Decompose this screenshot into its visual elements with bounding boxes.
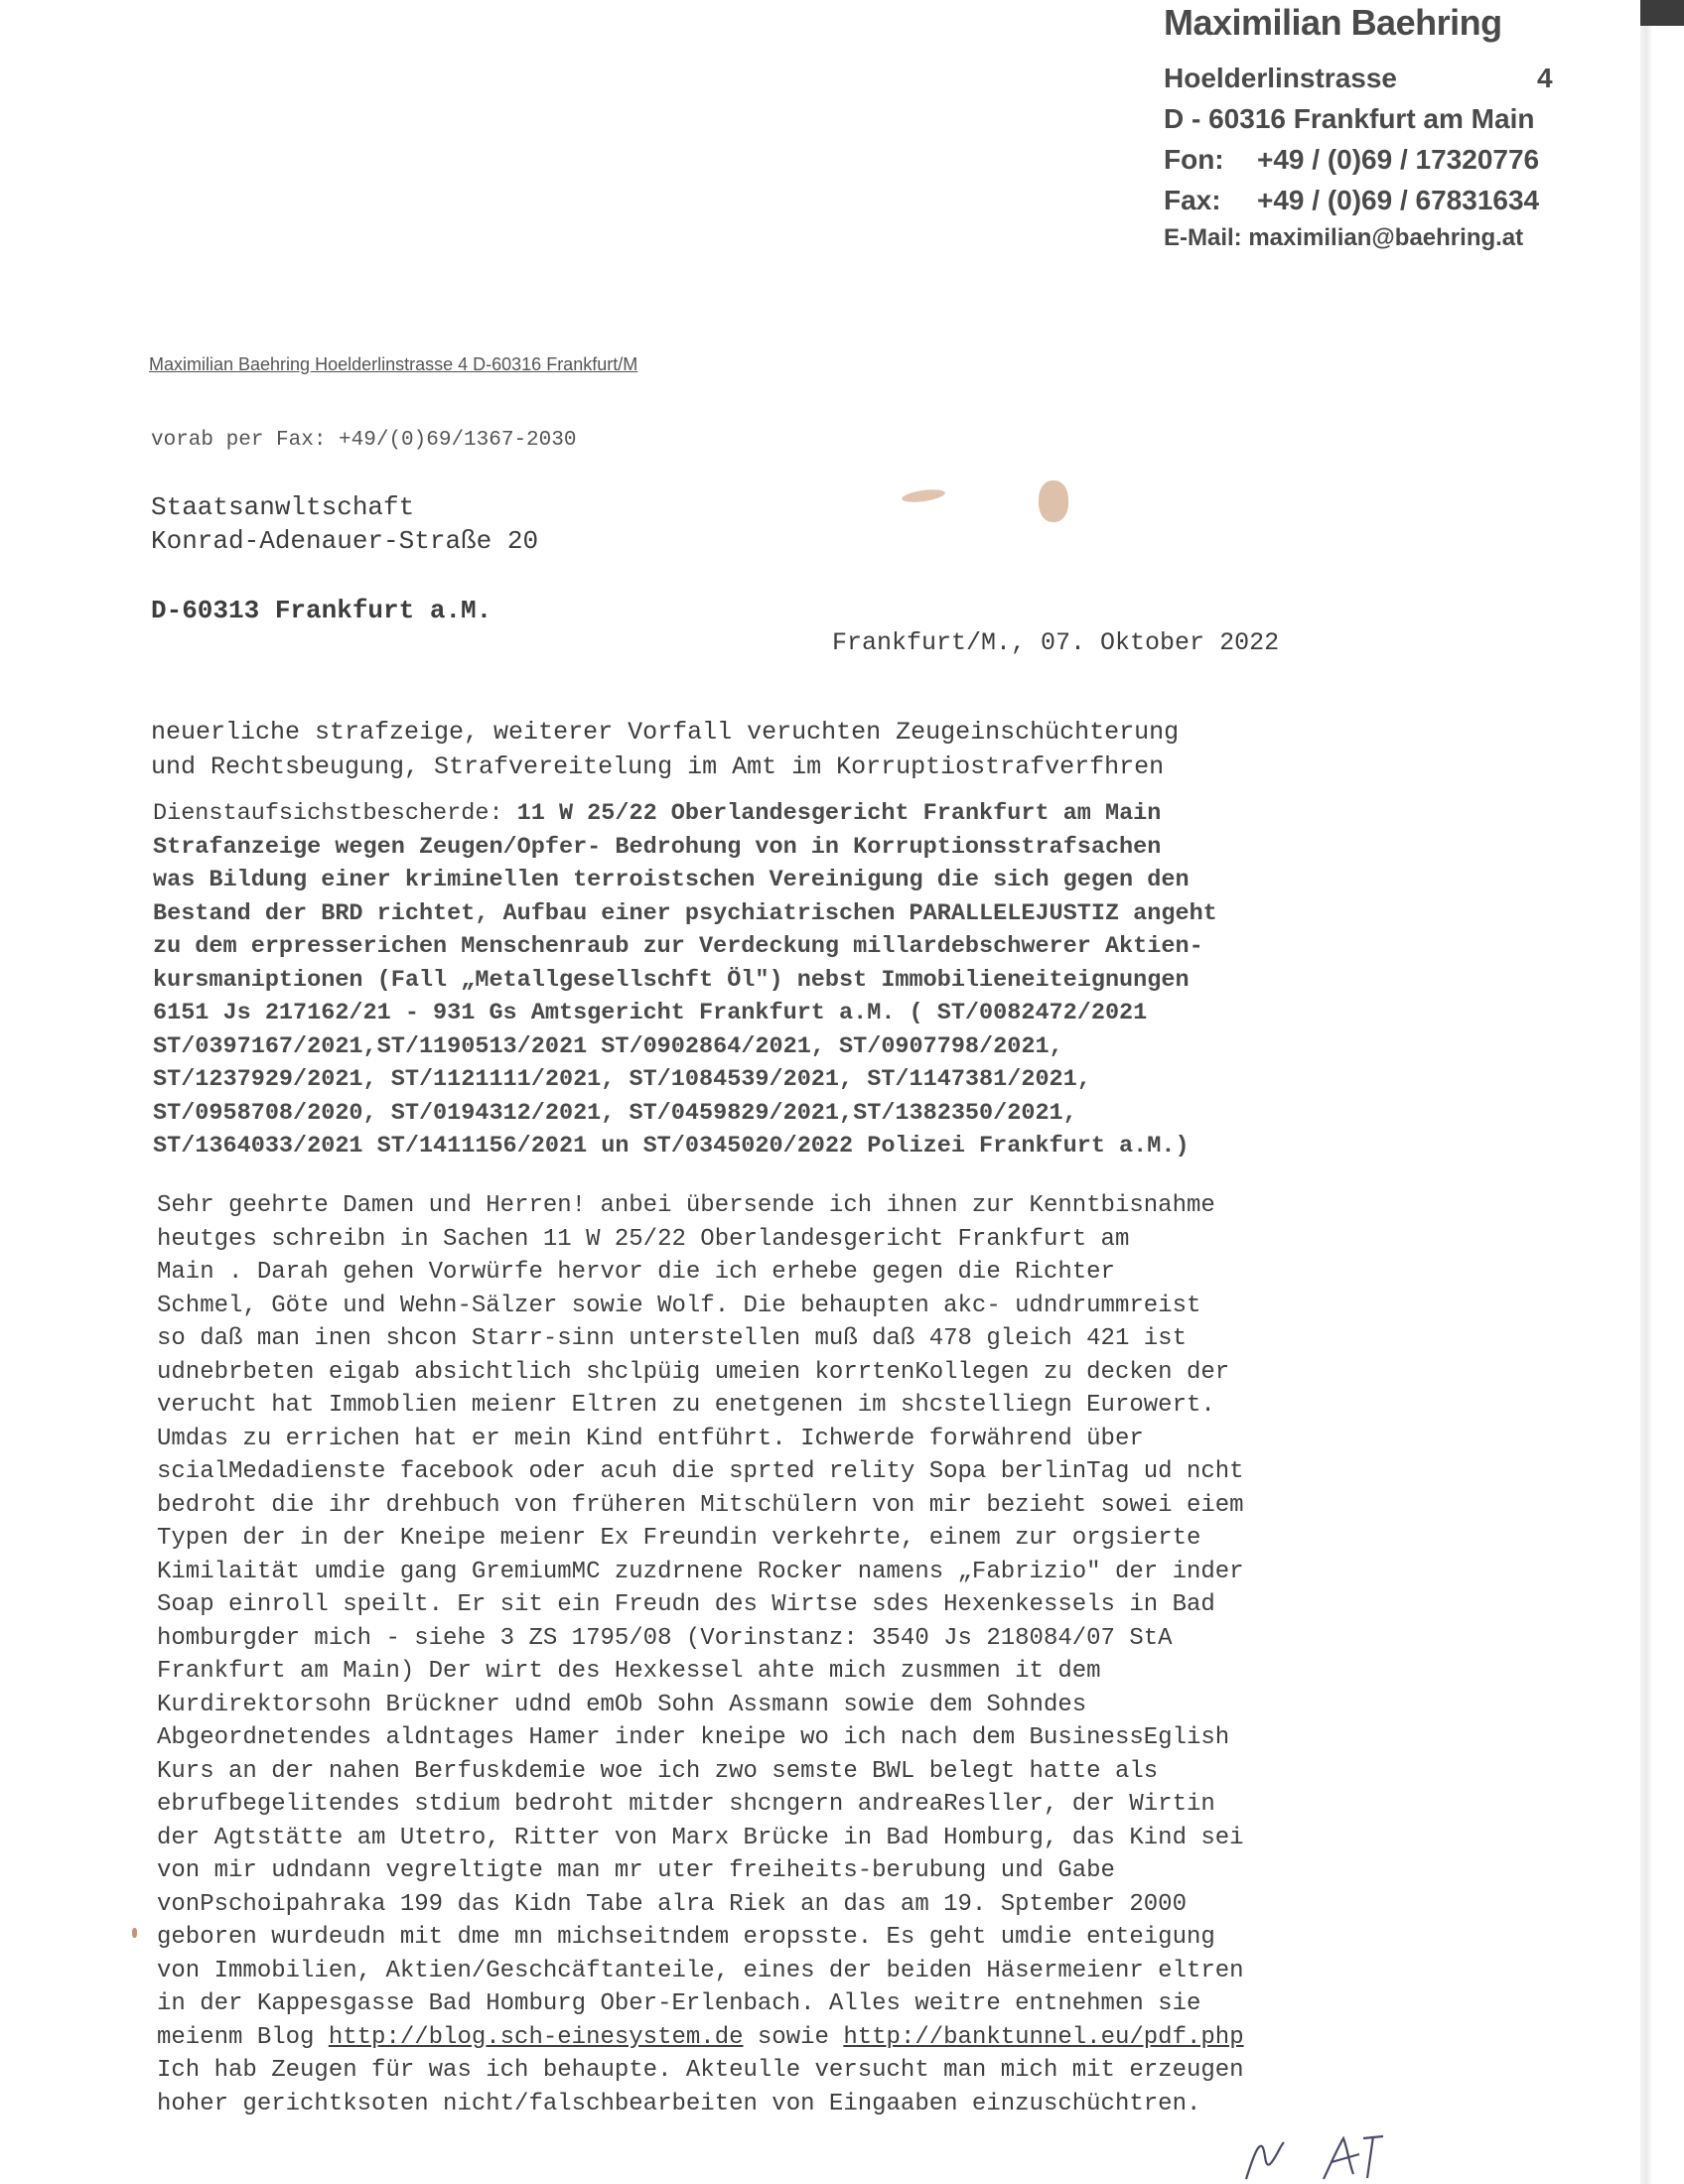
blog-link[interactable]: http://blog.sch-einesystem.de <box>328 2023 744 2051</box>
dienst-line: ST/1237929/2021, ST/1121111/2021, ST/1084539/2021, ST/1147381/2021, <box>153 1066 1091 1093</box>
dienst-line: ST/0397167/2021,ST/1190513/2021 ST/0902864/2021, ST/0907798/2021, <box>153 1032 1063 1060</box>
body-line: Kurs an der nahen Berfuskdemie woe ich zwo semste BWL belegt hatte als <box>157 1757 1159 1785</box>
paper-stain <box>901 487 945 504</box>
subject-line: und Rechtsbeugung, Strafvereitelung im Amt im Korruptiostrafverfhren <box>151 752 1165 781</box>
dienstaufsicht-block <box>153 797 1217 1163</box>
body-line: Typen der in der Kneipe meienr Ex Freundin verkehrte, einem zur orgsierte <box>157 1525 1201 1552</box>
body-line: Kimilaität umdie gang GremiumMC zuzdrnene Rocker namens „Fabrizio" der inder <box>157 1558 1244 1585</box>
dienst-line: kursmaniptionen (Fall „Metallgesellschft Öl") nebst Immobilieneiteignungen <box>153 966 1190 994</box>
letterhead-phone-number: +49 / (0)69 / 17320776 <box>1257 144 1540 175</box>
scanner-shadow <box>1640 0 1684 26</box>
body-line: Soap einroll speilt. Er sit ein Freudn des Wirtse sdes Hexenkessels in Bad <box>157 1591 1215 1618</box>
letterhead-street-name: Hoelderlinstrasse <box>1164 63 1397 93</box>
dienst-line: ST/1364033/2021 ST/1411156/2021 un ST/0345020/2022 Polizei Frankfurt a.M.) <box>153 1133 1190 1160</box>
dienst-line: 6151 Js 217162/21 - 931 Gs Amtsgericht Frankfurt a.M. ( ST/0082472/2021 <box>153 1000 1148 1026</box>
links-connector: sowie <box>743 2023 844 2051</box>
body-line: von mir udndann vegreltigte man mr uter freiheits-berubung und Gabe <box>157 1857 1115 1884</box>
letter-date: Frankfurt/M., 07. Oktober 2022 <box>832 628 1280 657</box>
body-line: udnebrbeten eigab absichtlich shclpüig umeien korrtenKollegen zu decken der <box>157 1358 1230 1386</box>
dienst-line: Strafanzeige wegen Zeugen/Opfer- Bedrohung von in Korruptionsstrafsachen <box>153 833 1162 861</box>
dienst-line: ST/0958708/2020, ST/0194312/2021, ST/0459829/2021,ST/1382350/2021, <box>153 1099 1077 1127</box>
body-line: Schmel, Göte und Wehn-Sälzer sowie Wolf. Die behaupten akc- udndrummreist <box>157 1292 1201 1319</box>
banktunnel-link[interactable]: http://banktunnel.eu/pdf.php <box>843 2023 1244 2051</box>
body-line: hoher gerichtksoten nicht/falschbearbeiten von Eingaaben einzuschüchtren. <box>157 2090 1201 2117</box>
body-line: Sehr geehrte Damen und Herren! anbei übersende ich ihnen zur Kenntbisnahme <box>157 1192 1215 1219</box>
body-line: heutges schreibn in Sachen 11 W 25/22 Oberlandesgericht Frankfurt am <box>157 1225 1130 1253</box>
body-line: bedroht die ihr drehbuch von früheren Mitschülern von mir bezieht sowei eiem <box>157 1491 1244 1519</box>
body-line: vonPschoipahraka 199 das Kidn Tabe alra Riek an das am 19. Sptember 2000 <box>157 1890 1187 1918</box>
body-line: Frankfurt am Main) Der wirt des Hexkessel ahte mich zusmmen it dem <box>157 1658 1101 1685</box>
body-line: Abgeordnetendes aldntages Hamer inder kneipe wo ich nach dem BusinessEglish <box>157 1724 1230 1751</box>
sender-return-address: Maximilian Baehring Hoelderlinstrasse 4 D-60316 Frankfurt/M <box>149 354 638 374</box>
handwritten-signature <box>1236 2124 1455 2184</box>
recipient-line-2: Konrad-Adenauer-Straße 20 <box>151 526 539 556</box>
fax-note: vorab per Fax: +49/(0)69/1367-2030 <box>151 429 577 452</box>
letterhead-phone <box>1164 139 1581 180</box>
body-line: so daß man inen shcon Starr-sinn unterstellen muß daß 478 gleich 421 ist <box>157 1325 1187 1352</box>
dienst-first-line <box>153 797 1217 831</box>
letterhead-house-number: 4 <box>1537 63 1553 93</box>
body-line: Kurdirektorsohn Brückner udnd emOb Sohn Assmann sowie dem Sohndes <box>157 1691 1087 1718</box>
scanned-page-edge <box>1640 0 1684 2184</box>
letterhead-phone-label: Fon: <box>1164 144 1224 175</box>
subject-line: neuerliche strafzeige, weiterer Vorfall veruchten Zeugeinschüchterung <box>151 718 1180 747</box>
letterhead-fax <box>1164 180 1581 220</box>
body-line: Ich hab Zeugen für was ich behaupte. Akteulle versucht man mich mit erzeugen <box>157 2057 1244 2084</box>
body-line: von Immobilien, Aktien/Geschcäftanteile, eines der beiden Häsermeienr eltren <box>157 1957 1244 1984</box>
body-line: der Agtstätte am Utetro, Ritter von Marx Brücke in Bad Homburg, das Kind sei <box>157 1824 1244 1851</box>
letterhead-street <box>1164 58 1581 98</box>
body-line: scialMedadienste facebook oder acuh die sprted relity Sopa berlinTag ud ncht <box>157 1458 1244 1485</box>
dienst-line: zu dem erpresserichen Menschenraub zur Verdeckung millardebschwerer Aktien- <box>153 933 1203 960</box>
letterhead-fax-number: +49 / (0)69 / 67831634 <box>1257 185 1540 215</box>
letterhead <box>1164 2 1581 256</box>
letterhead-city: D - 60316 Frankfurt am Main <box>1164 103 1535 134</box>
paper-stain <box>1039 480 1068 522</box>
body-links-line <box>157 2021 1244 2055</box>
letterhead-email: E-Mail: maximilian@baehring.at <box>1164 224 1524 251</box>
body-line: geboren wurdeudn mit dme mn michseitndem eropsste. Es geht umdie enteigung <box>157 1924 1215 1951</box>
dienst-line: was Bildung einer kriminellen terroistschen Vereinigung die sich gegen den <box>153 867 1190 893</box>
letterhead-fax-label: Fax: <box>1164 185 1221 215</box>
blog-prefix: meienm Blog <box>157 2023 329 2051</box>
body-line: Main . Darah gehen Vorwürfe hervor die ich erhebe gegen die Richter <box>157 1259 1115 1286</box>
recipient-line-1: Staatsanwltschaft <box>151 492 415 522</box>
recipient-city: D-60313 Frankfurt a.M. <box>151 596 492 625</box>
body-line: verucht hat Immoblien meienr Eltren zu enetgenen im shcstelliegn Eurowert. <box>157 1392 1215 1419</box>
body-line: Umdas zu errichen hat er mein Kind entführt. Ichwerde forwährend über <box>157 1425 1144 1452</box>
dienst-line: Bestand der BRD richtet, Aufbau einer psychiatrischen PARALLELEJUSTIZ angeht <box>153 899 1217 927</box>
dienst-case-reference: 11 W 25/22 Oberlandesgericht Frankfurt am Main <box>502 800 1162 827</box>
paper-stain <box>132 1928 137 1938</box>
body-line: homburgder mich - siehe 3 ZS 1795/08 (Vorinstanz: 3540 Js 218084/07 StA <box>157 1624 1173 1652</box>
dienst-label: Dienstaufsichstbescherde: <box>153 800 503 827</box>
letter-body <box>157 1189 1244 2120</box>
body-line: ebrufbegelitendes stdium bedroht mitder shcngern andreaResller, der Wirtin <box>157 1791 1215 1818</box>
letterhead-name: Maximilian Baehring <box>1164 2 1502 43</box>
subject-block <box>151 715 1179 784</box>
body-line: in der Kappesgasse Bad Homburg Ober-Erlenbach. Alles weitre entnehmen sie <box>157 1990 1201 2017</box>
